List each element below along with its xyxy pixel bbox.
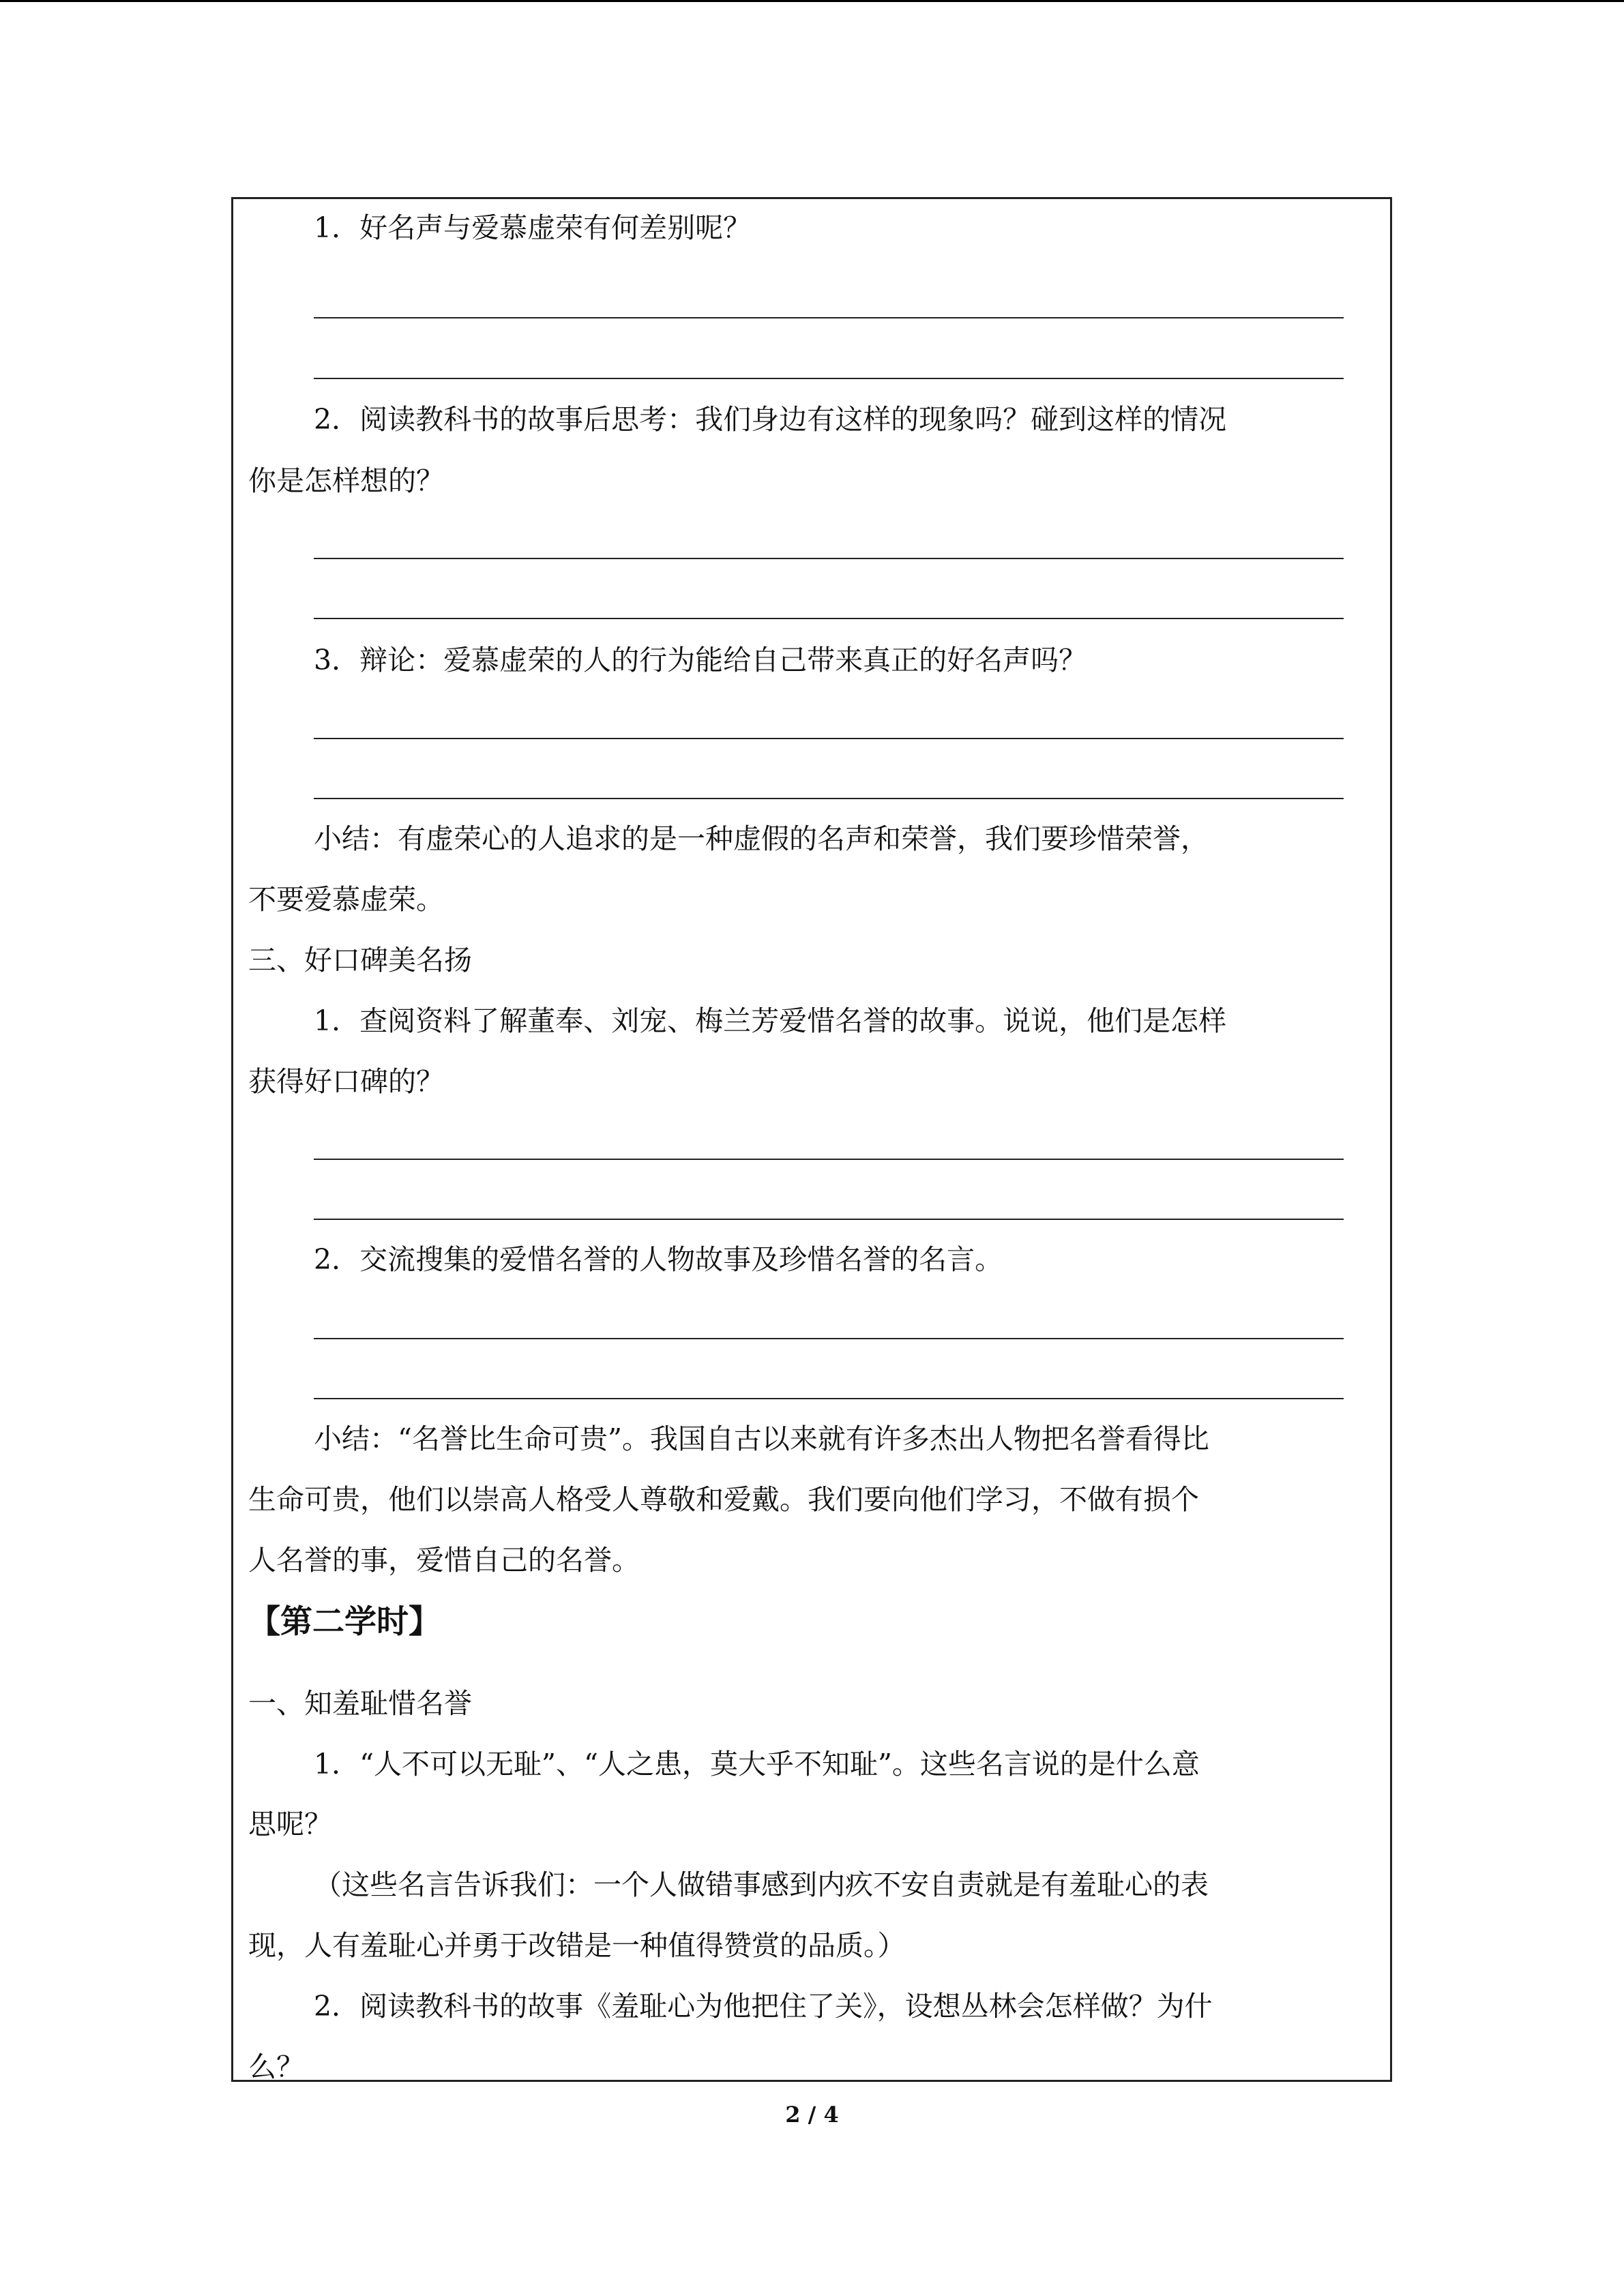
summary-2-line-3: 人名誉的事，爱惜自己的名誉。 <box>248 1544 640 1577</box>
lesson-2-question-2-line-1: 2．阅读教科书的故事《羞耻心为他把住了关》，设想丛林会怎样做？为什 <box>314 1990 1213 2023</box>
answer-line[interactable] <box>314 317 1344 318</box>
page-number: 2 / 4 <box>785 2102 839 2128</box>
lesson-2-heading: 【第二学时】 <box>248 1603 441 1641</box>
summary-1-line-2: 不要爱慕虚荣。 <box>248 883 444 916</box>
answer-line[interactable] <box>314 1219 1344 1220</box>
summary-1-line-1: 小结：有虚荣心的人追求的是一种虚假的名声和荣誉，我们要珍惜荣誉， <box>314 822 1209 855</box>
lesson-2-section-1-title: 一、知羞耻惜名誉 <box>248 1687 472 1720</box>
lesson-2-note-line-2: 现，人有羞耻心并勇于改错是一种值得赞赏的品质。） <box>248 1929 906 1962</box>
page-top-border <box>0 0 1624 2</box>
section-3-title: 三、好口碑美名扬 <box>248 944 472 976</box>
answer-line[interactable] <box>314 1338 1344 1339</box>
answer-line[interactable] <box>314 558 1344 559</box>
question-1-good-reputation-vs-vanity: 1．好名声与爱慕虚荣有何差别呢？ <box>314 211 752 244</box>
lesson-2-question-2-line-2: 么？ <box>248 2051 304 2083</box>
summary-2-line-1: 小结：“名誉比生命可贵”。我国自古以来就有许多杰出人物把名誉看得比 <box>314 1422 1209 1455</box>
answer-line[interactable] <box>314 1159 1344 1160</box>
summary-2-line-2: 生命可贵，他们以崇高人格受人尊敬和爱戴。我们要向他们学习，不做有损个 <box>248 1483 1199 1516</box>
answer-line[interactable] <box>314 1398 1344 1399</box>
section-3-question-1-line-1: 1．查阅资料了解董奉、刘宠、梅兰芳爱惜名誉的故事。说说，他们是怎样 <box>314 1004 1227 1037</box>
answer-line[interactable] <box>314 378 1344 379</box>
lesson-2-question-1-line-1: 1．“人不可以无耻”、“人之患，莫大乎不知耻”。这些名言说的是什么意 <box>314 1748 1200 1780</box>
section-3-question-1-line-2: 获得好口碑的？ <box>248 1065 444 1098</box>
section-3-question-2: 2．交流搜集的爱惜名誉的人物故事及珍惜名誉的名言。 <box>314 1243 1003 1276</box>
lesson-2-question-1-line-2: 思呢？ <box>248 1808 332 1840</box>
lesson-content-frame <box>231 197 1392 2082</box>
question-3-debate: 3．辩论：爱慕虚荣的人的行为能给自己带来真正的好名声吗？ <box>314 644 1087 676</box>
answer-line[interactable] <box>314 798 1344 799</box>
answer-line[interactable] <box>314 618 1344 619</box>
answer-line[interactable] <box>314 738 1344 739</box>
question-2-line-1: 2．阅读教科书的故事后思考：我们身边有这样的现象吗？碰到这样的情况 <box>314 403 1227 436</box>
lesson-2-note-line-1: （这些名言告诉我们：一个人做错事感到内疚不安自责就是有羞耻心的表 <box>314 1868 1209 1901</box>
question-2-line-2: 你是怎样想的？ <box>248 464 444 497</box>
